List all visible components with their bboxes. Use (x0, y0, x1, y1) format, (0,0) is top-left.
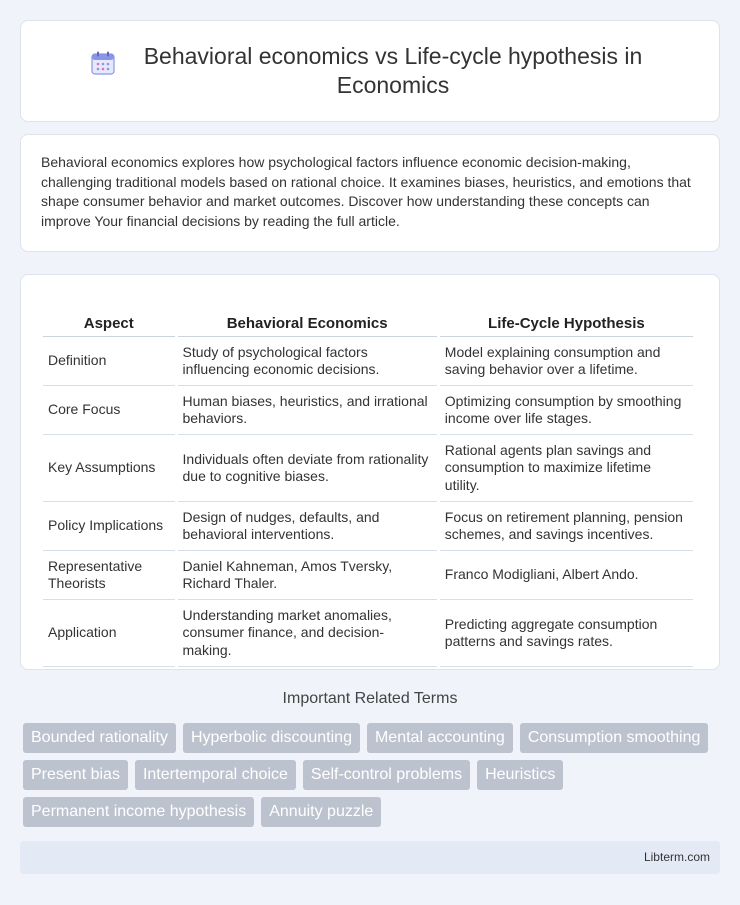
row-lifecycle: Focus on retirement planning, pension schemes, and savings incentives. (440, 502, 693, 551)
row-lifecycle: Franco Modigliani, Albert Ando. (440, 551, 693, 600)
related-term-tag[interactable]: Intertemporal choice (135, 760, 296, 790)
row-behavioral: Study of psychological factors influencing economic decisions. (178, 337, 437, 386)
table-row (43, 435, 693, 502)
related-term-tag[interactable]: Present bias (23, 760, 128, 790)
calendar-icon (90, 50, 116, 76)
row-aspect: Key Assumptions (43, 435, 175, 502)
row-lifecycle: Model explaining consumption and saving behavior over a lifetime. (440, 337, 693, 386)
title-card (20, 20, 720, 122)
footer-site-link[interactable]: Libterm.com (643, 850, 710, 864)
row-lifecycle: Optimizing consumption by smoothing income over life stages. (440, 386, 693, 435)
related-terms-title: Important Related Terms (282, 690, 458, 707)
row-aspect: Core Focus (43, 386, 175, 435)
row-behavioral: Design of nudges, defaults, and behavioral interventions. (178, 502, 437, 551)
row-behavioral: Individuals often deviate from rationality due to cognitive biases. (178, 435, 437, 502)
related-term-tag[interactable]: Permanent income hypothesis (23, 797, 254, 827)
related-term-tag[interactable]: Mental accounting (367, 723, 513, 753)
row-aspect: Application (43, 600, 175, 667)
page-title: Behavioral economics vs Life-cycle hypothesis in Economics (143, 43, 643, 98)
row-lifecycle: Predicting aggregate consumption patterns and savings rates. (440, 600, 693, 667)
comparison-table (40, 295, 696, 667)
footer (20, 841, 720, 874)
table-row (43, 502, 693, 551)
related-term-tag[interactable]: Bounded rationality (23, 723, 176, 753)
table-row (43, 551, 693, 600)
related-term-tag[interactable]: Hyperbolic discounting (183, 723, 360, 753)
row-aspect: Representative Theorists (43, 551, 175, 600)
related-term-tag[interactable]: Heuristics (477, 760, 563, 790)
row-aspect: Definition (43, 337, 175, 386)
related-terms-list (23, 723, 723, 827)
row-behavioral: Human biases, heuristics, and irrational behaviors. (178, 386, 437, 435)
related-term-tag[interactable]: Consumption smoothing (520, 723, 709, 753)
table-row (43, 600, 693, 667)
row-lifecycle: Rational agents plan savings and consumption to maximize lifetime utility. (440, 435, 693, 502)
comparison-card (20, 274, 720, 670)
table-row (43, 386, 693, 435)
table-header-row (43, 295, 693, 337)
related-term-tag[interactable]: Annuity puzzle (261, 797, 381, 827)
row-aspect: Policy Implications (43, 502, 175, 551)
intro-text: Behavioral economics explores how psychological factors influence economic decision-making, challenging traditional models based on rational choice. It examines biases, heuristics, and emotions that shape consumer behavior and market outcomes. Discover how understanding these concepts can improve Your financial decisions by reading the full article. (41, 154, 691, 229)
table-row (43, 337, 693, 386)
row-behavioral: Daniel Kahneman, Amos Tversky, Richard Thaler. (178, 551, 437, 600)
related-term-tag[interactable]: Self-control problems (303, 760, 470, 790)
intro-card (20, 134, 720, 252)
header-aspect: Aspect (43, 295, 175, 337)
header-life-cycle-hypothesis: Life-Cycle Hypothesis (440, 295, 693, 337)
header-behavioral-economics: Behavioral Economics (178, 295, 437, 337)
row-behavioral: Understanding market anomalies, consumer finance, and decision-making. (178, 600, 437, 667)
